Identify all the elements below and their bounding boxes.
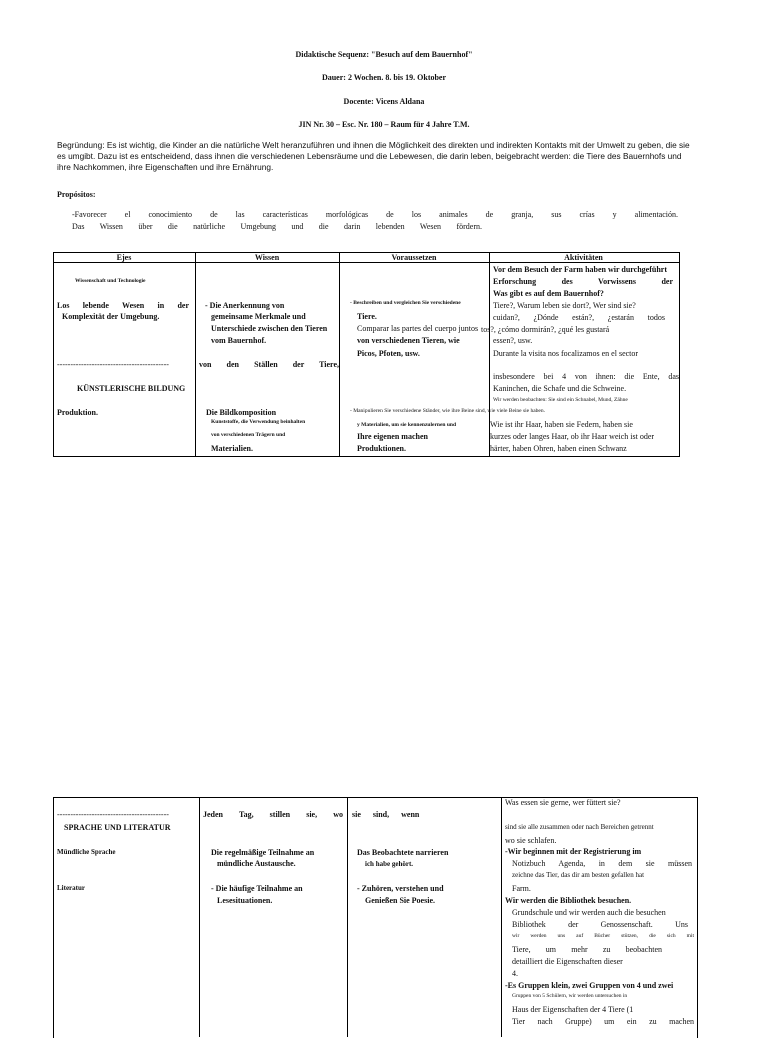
- activity-text: Tiere?, Warum leben sie dort?, Wer sind sie?: [493, 301, 636, 310]
- activity-text: Vor dem Besuch der Farm haben wir durchgeführt: [493, 265, 668, 274]
- knowledge-text: gemeinsame Merkmale und: [211, 312, 306, 321]
- activity-text: -Wir beginnen mit der Registrierung im: [505, 847, 642, 856]
- activity-text: wo sie schlafen.: [505, 836, 557, 845]
- purposes-label: Propósitos:: [57, 190, 96, 199]
- knowledge-text: Jeden Tag, stillen sie, wo: [203, 810, 343, 819]
- activity-text: Durante la visita nos focalizamos en el sector: [493, 349, 639, 358]
- col-header-ejes: Ejes: [116, 253, 132, 262]
- activity-text: Wir werden die Bibliothek besuchen.: [505, 896, 632, 905]
- axis-living-beings: Los lebende Wesen in der: [57, 301, 189, 310]
- activity-text: insbesondere bei 4 von ihnen: die Ente, das: [493, 372, 679, 381]
- axis-living-beings-2: Komplexität der Umgebung.: [62, 312, 160, 321]
- knowledge-text: mündliche Austausche.: [217, 859, 296, 868]
- activity-text: kurzes oder langes Haar, ob ihr Haar weich ist oder: [490, 432, 655, 441]
- col-header-wissen: Wissen: [254, 253, 280, 262]
- justification-line: es umgibt. Dazu ist es entscheidend, dass ihnen die verschiedenen Lebensräume und die Lebewesen, die darin leben, beigebracht werden: die Tiere des Bauernhofs und: [57, 151, 682, 161]
- knowledge-text: Kunststoffe, die Verwendung beinhalten: [211, 419, 306, 425]
- prerequisite-text: Picos, Pfoten, usw.: [357, 349, 420, 358]
- prerequisite-text: ich habe gehört.: [365, 860, 414, 868]
- column-divider: [347, 797, 348, 1037]
- knowledge-text: von den Ställen der Tiere,: [199, 360, 339, 369]
- activity-text: cuidan?, ¿Dónde están?, ¿estarán todos: [493, 313, 665, 322]
- prerequisite-text: y Materialien, um sie kennenzulernen und: [357, 422, 457, 428]
- activity-text: Wir werden beobachten: Sie sind ein Schnabel, Mund, Zähne: [493, 397, 628, 403]
- prerequisite-text: Produktionen.: [357, 444, 406, 453]
- activity-text: Wie ist ihr Haar, haben sie Federn, haben sie: [490, 420, 633, 429]
- activity-text: sind sie alle zusammen oder nach Bereichen getrennt: [505, 823, 654, 831]
- activity-text: -Es Gruppen klein, zwei Gruppen von 4 und zwei: [505, 981, 674, 990]
- prerequisite-text: - Manipulieren Sie verschiedene Ständer, wie ihre Beine sind, wie viele Beine sie haben.: [350, 408, 545, 414]
- prerequisite-text: - Zuhören, verstehen und: [357, 884, 444, 893]
- axis-production: Produktion.: [57, 408, 98, 417]
- justification-line: ihre Nachkommen, ihre Eigenschaften und ihre Ernährung.: [57, 162, 274, 172]
- school-line: JIN Nr. 30 – Esc. Nr. 180 – Raum für 4 Jahre T.M.: [298, 120, 470, 129]
- activity-text: Was essen sie gerne, wer füttert sie?: [505, 798, 621, 807]
- prerequisite-text: sie sind, wenn: [352, 810, 420, 819]
- knowledge-text: vom Bauernhof.: [211, 336, 267, 345]
- column-divider: [195, 252, 196, 456]
- prerequisite-text: von verschiedenen Tieren, wie: [357, 336, 460, 345]
- activity-text: Tiere, um mehr zu beobachten: [512, 945, 662, 954]
- activity-text: zeichne das Tier, das dir am besten gefallen hat: [512, 871, 645, 879]
- axis-literature: Literatur: [57, 884, 85, 892]
- axis-oral-language: Mündliche Sprache: [57, 848, 116, 856]
- col-header-voraussetzen: Voraussetzen: [391, 253, 437, 262]
- purpose-line: -Favorecer el conocimiento de las características morfológicas de los animales de granja, sus crías y alimentación.: [72, 210, 678, 219]
- knowledge-text: - Die Anerkennung von: [205, 301, 285, 310]
- teacher-line: Docente: Vicens Aldana: [343, 97, 425, 106]
- column-divider: [339, 252, 340, 456]
- axis-science: Wissenschaft und Technologie: [75, 278, 146, 284]
- activity-text: 4.: [512, 969, 518, 978]
- prerequisite-text: - Beschreiben und vergleichen Sie verschiedene: [350, 300, 461, 306]
- knowledge-text: Materialien.: [211, 444, 253, 453]
- separator-dashes: ------------------------------------------: [57, 810, 169, 819]
- activity-text: Tier nach Gruppe) um ein zu machen: [512, 1017, 694, 1026]
- knowledge-text: Die regelmäßige Teilnahme an: [211, 848, 315, 857]
- knowledge-text: von verschiedenen Trägern und: [211, 432, 286, 438]
- activity-text: Grundschule und wir werden auch die besuchen: [512, 908, 666, 917]
- activity-text: Bibliothek der Genossenschaft. Uns: [512, 920, 688, 929]
- separator-dashes: ------------------------------------------: [57, 360, 169, 369]
- activity-text: härter, haben Ohren, haben einen Schwanz: [490, 444, 627, 453]
- activity-text: Was gibt es auf dem Bauernhof?: [493, 289, 604, 298]
- activity-text: wir werden uns auf Bücher stützen, die sich mit: [512, 933, 694, 939]
- purpose-line: Das Wissen über die natürliche Umgebung und die darin lebenden Wesen fördern.: [72, 222, 482, 231]
- axis-arts: KÜNSTLERISCHE BILDUNG: [77, 384, 186, 393]
- column-divider: [501, 797, 502, 1037]
- column-divider: [199, 797, 200, 1037]
- activity-text: essen?, usw.: [493, 336, 533, 345]
- activity-text: Kaninchen, die Schafe und die Schweine.: [493, 384, 627, 393]
- activity-text: Gruppen von 5 Schülern, wir werden untersuchen in: [512, 993, 628, 999]
- activity-text: tos?, ¿cómo dormirán?, ¿qué les gustará: [481, 325, 610, 334]
- knowledge-text: Lesesituationen.: [217, 896, 273, 905]
- col-header-aktivitaeten: Aktivitäten: [564, 253, 603, 262]
- justification-line: Begründung: Es ist wichtig, die Kinder an die natürliche Welt heranzuführen und ihnen die Möglichkeit des direkten und indirekten Kontakts mit der Umwelt zu geben, die sie: [57, 140, 690, 150]
- activity-text: Haus der Eigenschaften der 4 Tiere (1: [512, 1005, 634, 1014]
- duration-line: Dauer: 2 Wochen. 8. bis 19. Oktober: [321, 73, 447, 82]
- axis-language: SPRACHE UND LITERATUR: [64, 823, 171, 832]
- knowledge-text: Die Bildkomposition: [206, 408, 277, 417]
- prerequisite-text: Genießen Sie Poesie.: [365, 896, 435, 905]
- header-divider: [53, 262, 679, 263]
- activity-text: Farm.: [512, 884, 531, 893]
- activity-text: detailliert die Eigenschaften dieser: [512, 957, 623, 966]
- prerequisite-text: Ihre eigenen machen: [357, 432, 428, 441]
- prerequisite-text: Comparar las partes del cuerpo juntos: [357, 324, 479, 333]
- prerequisite-text: Tiere.: [357, 312, 377, 321]
- activity-text: Erforschung des Vorwissens der: [493, 277, 673, 286]
- activity-text: Notizbuch Agenda, in dem sie müssen: [512, 859, 692, 868]
- document-title: Didaktische Sequenz: "Besuch auf dem Bauernhof": [295, 50, 473, 59]
- knowledge-text: Unterschiede zwischen den Tieren: [211, 324, 328, 333]
- prerequisite-text: Das Beobachtete narrieren: [357, 848, 449, 857]
- knowledge-text: - Die häufige Teilnahme an: [211, 884, 303, 893]
- justification-paragraph: [57, 140, 768, 173]
